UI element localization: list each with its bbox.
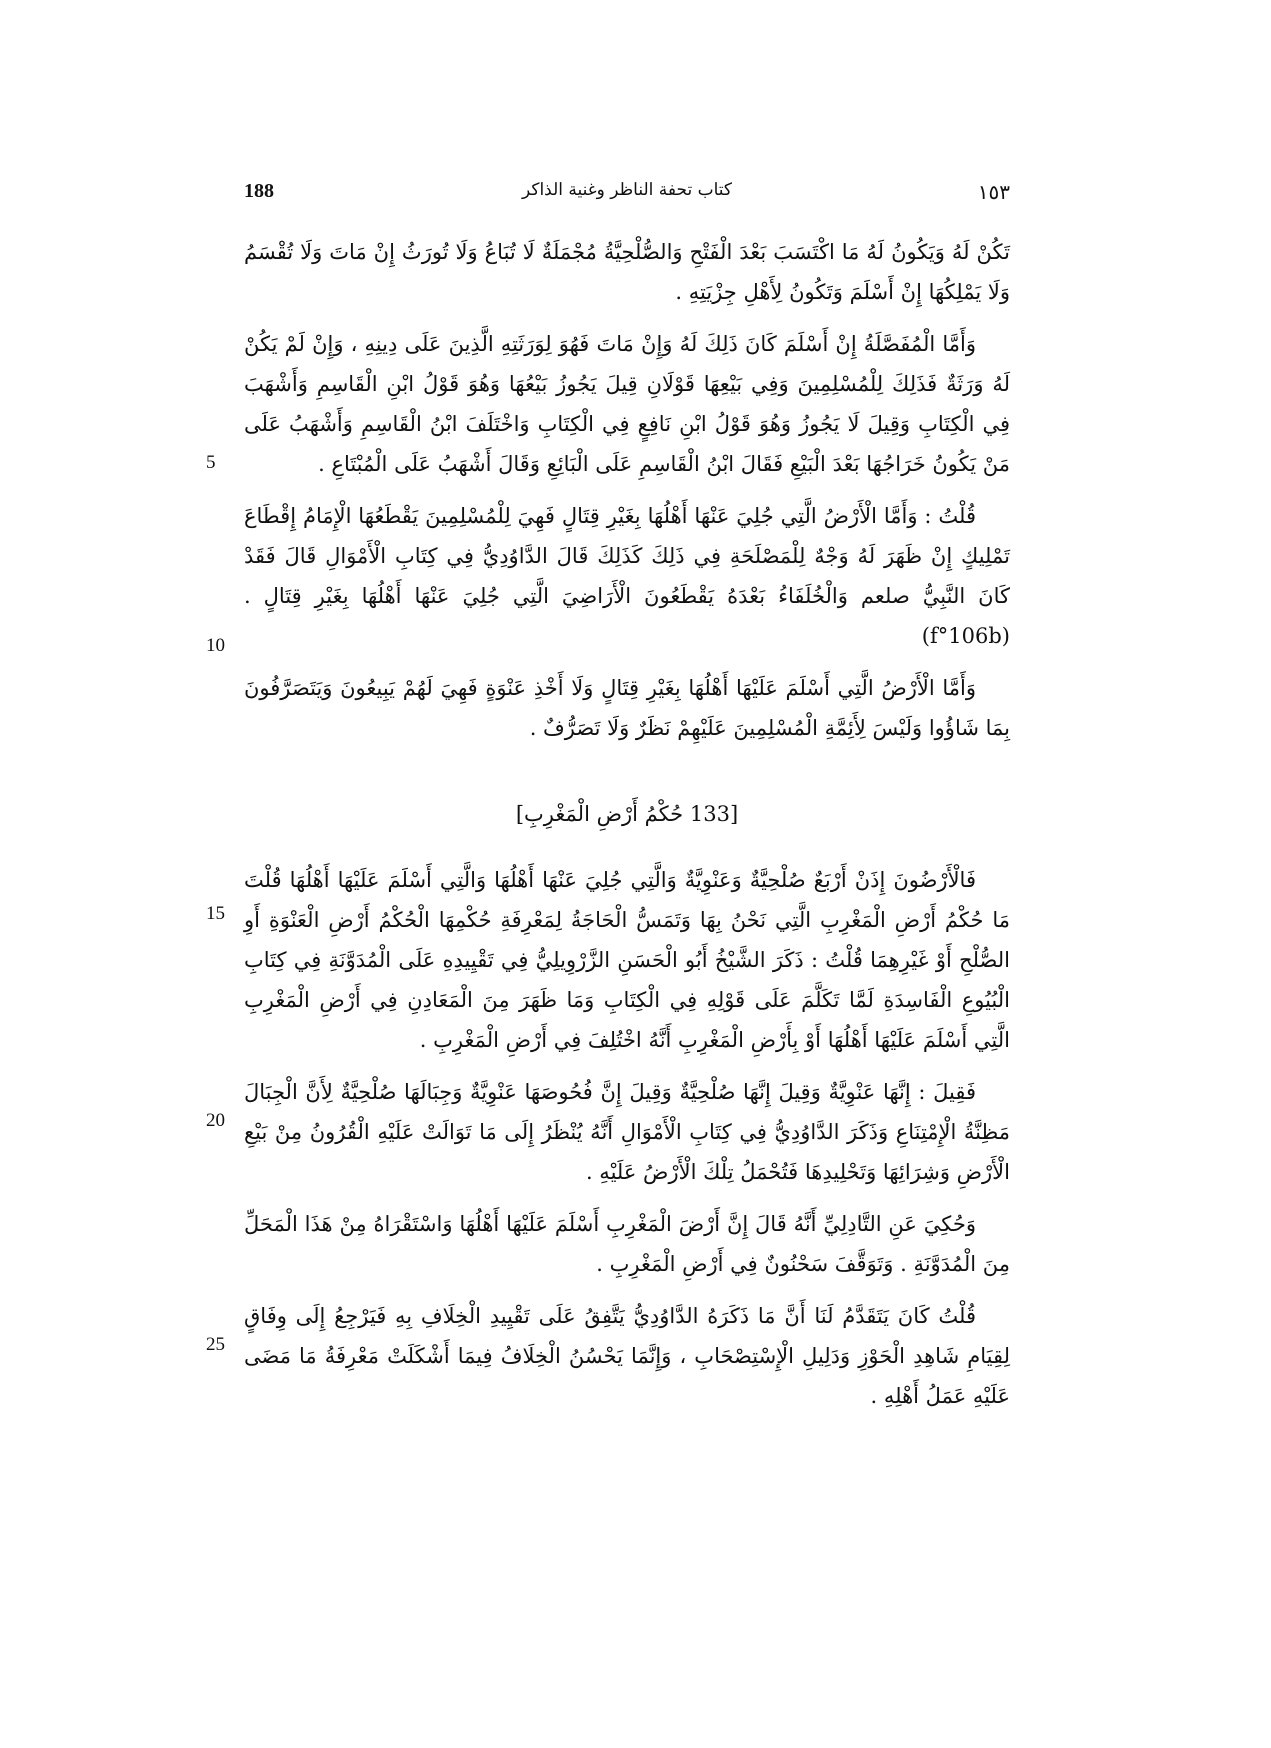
paragraph: وَحُكِيَ عَنِ التَّادِلِيِّ أَنَّهُ قَالَ إِنَّ أَرْضَ الْمَغْرِبِ أَسْلَمَ عَلَيْهَا أَهْلُهَا وَاسْتَقْرَاهُ مِنْ هَذَا الْمَحَلِّ مِنَ الْمُدَوَّنَةِ . وَتَوَقَّفَ سَحْنُونٌ فِي أَرْضِ الْمَغْرِبِ . — [244, 1212, 1010, 1276]
section-heading: [133 حُكْمُ أَرْضِ الْمَغْرِبِ] — [515, 802, 739, 826]
line-number: 10 — [206, 635, 225, 656]
line-number: 5 — [206, 452, 216, 473]
line-number-margin — [0, 0, 240, 1748]
line-number: 20 — [206, 1110, 225, 1131]
paragraph: وَأَمَّا الْمُفَصَّلَةُ إِنْ أَسْلَمَ كَانَ ذَلِكَ لَهُ وَإِنْ مَاتَ فَهُوَ لِوَرَثَتِهِ الَّذِينَ عَلَى دِينِهِ ، وَإِنْ لَمْ يَكُنْ لَهُ وَرَثَةٌ فَذَلِكَ لِلْمُسْلِمِينَ وَفِي بَيْعِهَا قَوْلَانِ قِيلَ يَجُوزُ بَيْعُهَا وَهُوَ قَوْلُ ابْنِ الْقَاسِمِ وَأَشْهَبَ فِي الْكِتَابِ وَقِيلَ لَا يَجُوزُ وَهُوَ قَوْلُ ابْنِ نَافِعٍ فِي الْكِتَابِ وَاخْتَلَفَ ابْنُ الْقَاسِمِ وَأَشْهَبُ عَلَى مَنْ يَكُونُ خَرَاجُهَا بَعْدَ الْبَيْعِ فَقَالَ ابْنُ الْقَاسِمِ عَلَى الْبَائِعِ وَقَالَ أَشْهَبُ عَلَى الْمُبْتَاعِ . — [244, 332, 1010, 476]
page-number-arabic: ١٥٣ — [977, 180, 1010, 204]
page-header — [244, 180, 1010, 220]
line-number: 25 — [206, 1334, 225, 1355]
paragraph: فَالْأَرْضُونَ إِذَنْ أَرْبَعٌ صُلْحِيَّةٌ وَعَنْوِيَّةٌ وَالَّتِي جُلِيَ عَنْهَا أَهْلُهَا وَالَّتِي أَسْلَمَ عَلَيْهَا أَهْلُهَا قُلْتَ مَا حُكْمُ أَرْضِ الْمَغْرِبِ الَّتِي نَحْنُ بِهَا وَتَمَسُّ الْحَاجَةُ لِمَعْرِفَةِ حُكْمِهَا الْحُكْمُ أَرْضِ الْعَنْوَةِ أَوِ الصُّلْحِ أَوْ غَيْرِهِمَا قُلْتُ : ذَكَرَ الشَّيْخُ أَبُو الْحَسَنِ الزَّرْوِيلِيُّ فِي تَقْيِيدِهِ عَلَى الْمُدَوَّنَةِ فِي كِتَابِ الْبُيُوعِ الْفَاسِدَةِ لَمَّا تَكَلَّمَ عَلَى قَوْلِهِ فِي الْكِتَابِ وَمَا ظَهَرَ مِنَ الْمَعَادِنِ فِي أَرْضِ الْمَغْرِبِ الَّتِي أَسْلَمَ عَلَيْهَا أَهْلُهَا أَوْ بِأَرْضِ الْمَغْرِبِ أَنَّهُ اخْتُلِفَ فِي أَرْضِ الْمَغْرِبِ . — [244, 868, 1010, 1052]
paragraph: قُلْتُ كَانَ يَتَقَدَّمُ لَنَا أَنَّ مَا ذَكَرَهُ الدَّاوُدِيُّ يَتَّفِقُ عَلَى تَقْيِيدِ الْخِلَافِ بِهِ فَيَرْجِعُ إِلَى وِفَاقٍ لِقِيَامِ شَاهِدِ الْحَوْزِ وَدَلِيلِ الْإِسْتِصْحَابِ ، وَإِنَّمَا يَحْسُنُ الْخِلَافُ فِيمَا أَشْكَلَتْ مَعْرِفَةُ مَا مَضَى عَلَيْهِ عَمَلُ أَهْلِهِ . — [244, 1304, 1010, 1408]
main-text — [244, 232, 1010, 1428]
line-number: 15 — [206, 903, 225, 924]
page-number-latin: 188 — [244, 180, 274, 202]
paragraph: تَكُنْ لَهُ وَيَكُونُ لَهُ مَا اكْتَسَبَ بَعْدَ الْفَتْحِ وَالصُّلْحِيَّةُ مُجْمَلَةٌ لَا تُبَاعُ وَلَا تُورَثُ إِنْ مَاتَ وَلَا تُقْسَمُ وَلَا يَمْلِكُهَا إِنْ أَسْلَمَ وَتَكُونُ لِأَهْلِ جِزْيَتِهِ . — [244, 240, 1010, 304]
paragraph: قُلْتُ : وَأَمَّا الْأَرْضُ الَّتِي جُلِيَ عَنْهَا أَهْلُهَا بِغَيْرِ قِتَالٍ فَهِيَ لِلْمُسْلِمِينَ يَقْطَعُهَا الْإِمَامُ إِقْطَاعَ تَمْلِيكٍ إِنْ ظَهَرَ لَهُ وَجْهٌ لِلْمَصْلَحَةِ فِي ذَلِكَ كَذَلِكَ قَالَ الدَّاوُدِيُّ فِي كِتَابِ الْأَمْوَالِ قَالَ فَقَدْ كَانَ النَّبِيُّ صلعم وَالْخُلَفَاءُ بَعْدَهُ يَقْطَعُونَ الْأَرَاضِيَ الَّتِي جُلِيَ عَنْهَا أَهْلُهَا بِغَيْرِ قِتَالٍ . (f°106b) — [244, 504, 1010, 648]
running-title: كتاب تحفة الناظر وغنية الذاكر — [521, 180, 733, 200]
paragraph: فَقِيلَ : إِنَّهَا عَنْوِيَّةٌ وَقِيلَ إِنَّهَا صُلْحِيَّةٌ وَقِيلَ إِنَّ فُحُوصَهَا عَنْوِيَّةٌ وَجِبَالَهَا صُلْحِيَّةٌ لِأَنَّ الْجِبَالَ مَظِنَّةُ الْإِمْتِنَاعِ وَذَكَرَ الدَّاوُدِيُّ فِي كِتَابِ الْأَمْوَالِ أَنَّهُ يُنْظَرُ إِلَى مَا تَوَالَتْ عَلَيْهِ الْقُرُونُ مِنْ بَيْعِ الْأَرْضِ وَشِرَائِهَا وَتَحْلِيدِهَا فَتُحْمَلُ تِلْكَ الْأَرْضُ عَلَيْهِ . — [244, 1080, 1010, 1184]
paragraph: وَأَمَّا الْأَرْضُ الَّتِي أَسْلَمَ عَلَيْهَا أَهْلُهَا بِغَيْرِ قِتَالٍ وَلَا أَخْذِ عَنْوَةٍ فَهِيَ لَهُمْ يَبِيعُونَ وَيَتَصَرَّفُونَ بِمَا شَاؤُوا وَلَيْسَ لِأَئِمَّةِ الْمُسْلِمِينَ عَلَيْهِمْ نَظَرٌ وَلَا تَصَرُّفٌ . — [244, 676, 1010, 740]
